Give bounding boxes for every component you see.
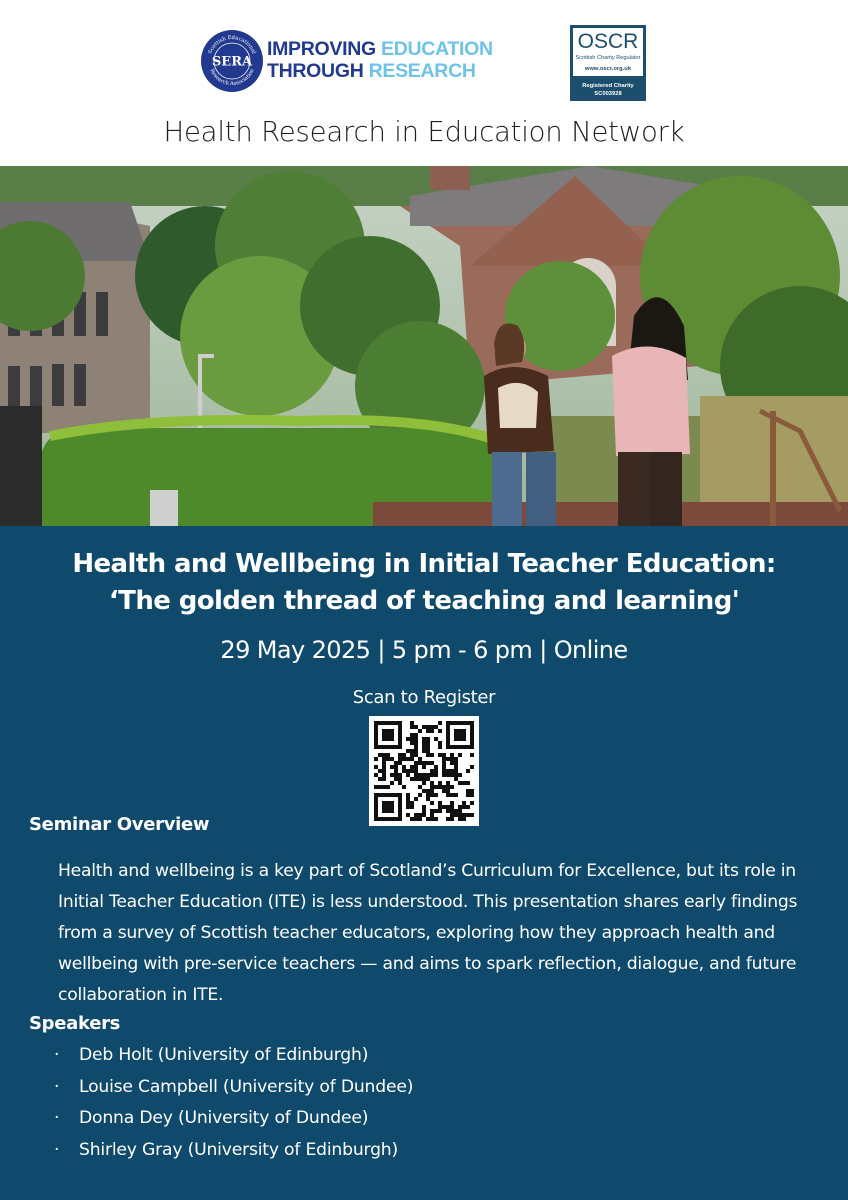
oscr-badge: [570, 25, 646, 101]
campus-photo: [0, 166, 848, 526]
svg-text:Scottish Educational: Scottish Educational: [207, 34, 257, 55]
bullet-icon: ·: [54, 1108, 60, 1128]
event-date-time: 29 May 2025 | 5 pm - 6 pm | Online: [220, 636, 628, 664]
sera-seal-logo: [200, 29, 264, 93]
svg-text:Registered Charity: Registered Charity: [582, 83, 634, 89]
scan-to-register-label: Scan to Register: [352, 687, 496, 708]
speaker-name: Deb Holt (University of Edinburgh): [79, 1045, 369, 1065]
bullet-icon: ·: [54, 1045, 60, 1065]
registration-qr-code[interactable]: [369, 716, 479, 826]
speaker-name: Shirley Gray (University of Edinburgh): [79, 1139, 398, 1160]
svg-text:Research Association: Research Association: [208, 68, 256, 88]
seminar-overview-heading: Seminar Overview: [29, 814, 210, 835]
event-title-line1: Health and Wellbeing in Initial Teacher Education:: [72, 549, 776, 579]
bullet-icon: ·: [54, 1076, 60, 1097]
sera-tagline: IMPROVING EDUCATION THROUGH RESEARCH: [267, 38, 493, 82]
svg-text:Scottish Charity Regulator: Scottish Charity Regulator: [575, 55, 641, 61]
speaker-item: [54, 1135, 413, 1167]
speaker-item: [54, 1072, 413, 1104]
speakers-heading: Speakers: [29, 1013, 121, 1034]
speaker-name: Donna Dey (University of Dundee): [79, 1108, 369, 1128]
event-title-line2: ‘The golden thread of teaching and learning': [108, 586, 740, 616]
speaker-item: [54, 1040, 413, 1072]
network-title: Health Research in Education Network: [163, 116, 685, 148]
svg-text:www.oscr.org.uk: www.oscr.org.uk: [584, 66, 632, 72]
event-panel: [0, 526, 848, 1200]
seminar-overview-text: Health and wellbeing is a key part of Scotland’s Curriculum for Excellence, but its role in Initial Teacher Education (ITE) is less understood. This presentation shares early findings from a survey of Scottish teacher educators, exploring how they approach health and wellbeing with pre-service teachers — and aims to spark reflection, dialogue, and future collaboration in ITE.: [58, 861, 798, 1005]
bullet-icon: ·: [54, 1139, 60, 1160]
svg-text:SERA: SERA: [211, 54, 253, 70]
svg-text:SC003928: SC003928: [594, 91, 622, 97]
poster-header: [0, 0, 848, 166]
event-title: [0, 546, 848, 620]
speakers-list: [54, 1040, 413, 1166]
speaker-item: [54, 1103, 413, 1135]
speaker-name: Louise Campbell (University of Dundee): [79, 1076, 414, 1097]
svg-text:OSCR: OSCR: [577, 30, 639, 53]
